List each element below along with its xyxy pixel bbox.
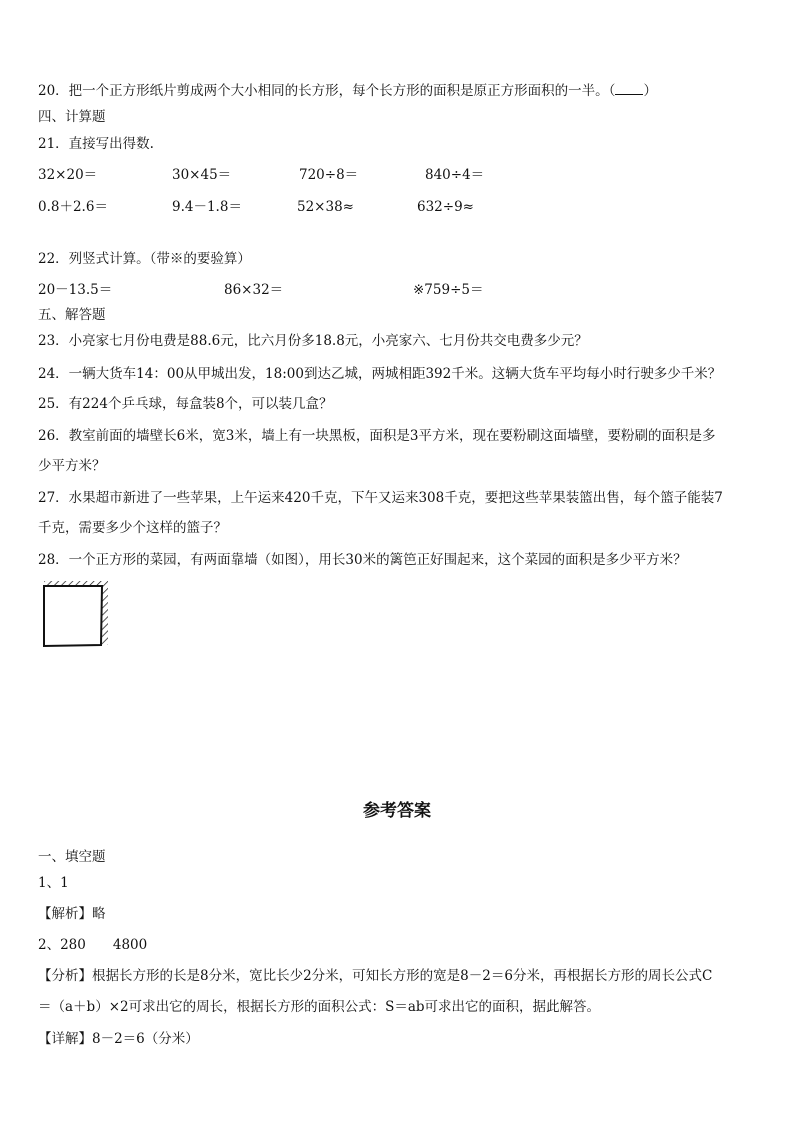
question-24: 24．一辆大货车14：00从甲城出发，18:00到达乙城，两城相距392千米。这辆大货车平均每小时行驶多少千米？ [38,366,722,382]
square-garden-figure [40,578,110,650]
q21-item-2: 30×45＝ [172,167,232,183]
q21-item-8: 632÷9≈ [417,199,474,215]
question-27-line-1: 27．水果超市新进了一些苹果，上午运来420千克，下午又运来308千克，要把这些苹果装篮出售，每个篮子能装7 [38,490,723,506]
garden-square-outline [44,586,102,646]
question-26-line-2: 少平方米？ [38,458,106,474]
q21-item-5: 0.8＋2.6＝ [38,199,108,215]
question-23: 23．小亮家七月份电费是88.6元，比六月份多18.8元，小亮家六、七月份共交电费多少元？ [38,333,588,349]
q21-item-7: 52×38≈ [297,199,354,215]
answer-1-note: 【解析】略 [38,906,106,922]
q22-item-3: ※759÷5＝ [413,282,484,298]
answer-2-analysis-line-2: ＝（a＋b）×2可求出它的周长，根据长方形的面积公式：S＝ab可求出它的面积，据此解答。 [38,999,601,1015]
question-22-prompt: 22．列竖式计算。（带※的要验算） [38,251,251,267]
q21-item-1: 32×20＝ [38,167,98,183]
q21-item-3: 720÷8＝ [299,167,359,183]
q21-item-4: 840÷4＝ [425,167,485,183]
answer-key-title: 参考答案 [363,801,431,821]
question-20-close: ） [643,83,657,99]
answer-2: 2、280 4800 [38,937,148,953]
section-heading-word-problems: 五、解答题 [38,307,106,323]
q21-item-6: 9.4－1.8＝ [172,199,242,215]
q22-item-1: 20－13.5＝ [38,282,113,298]
answer-section-heading: 一、填空题 [38,849,106,865]
question-27-line-2: 千克，需要多少个这样的篮子？ [38,520,227,536]
question-20 [38,82,754,100]
answer-2-analysis-line-1: 【分析】根据长方形的长是8分米，宽比长少2分米，可知长方形的宽是8－2＝6分米，再根据长方形的周长公式C [38,968,713,984]
section-heading-calculation: 四、计算题 [38,109,106,125]
question-25: 25．有224个乒乓球，每盒装8个，可以装几盒？ [38,396,333,412]
question-28: 28．一个正方形的菜园，有两面靠墙（如图），用长30米的篱笆正好围起来，这个菜园的面积是多少平方米？ [38,552,687,568]
question-26-line-1: 26．教室前面的墙壁长6米，宽3米，墙上有一块黑板，面积是3平方米，现在要粉刷这面墙壁，要粉刷的面积是多 [38,428,716,444]
answer-blank[interactable] [615,82,643,95]
question-21-prompt: 21．直接写出得数. [38,136,154,152]
answer-2-detail: 【详解】8－2＝6（分米） [38,1031,199,1047]
q22-item-2: 86×32＝ [224,282,284,298]
question-20-text: 20．把一个正方形纸片剪成两个大小相同的长方形，每个长方形的面积是原正方形面积的一半。（ [38,83,616,99]
answer-1: 1、1 [38,875,69,891]
